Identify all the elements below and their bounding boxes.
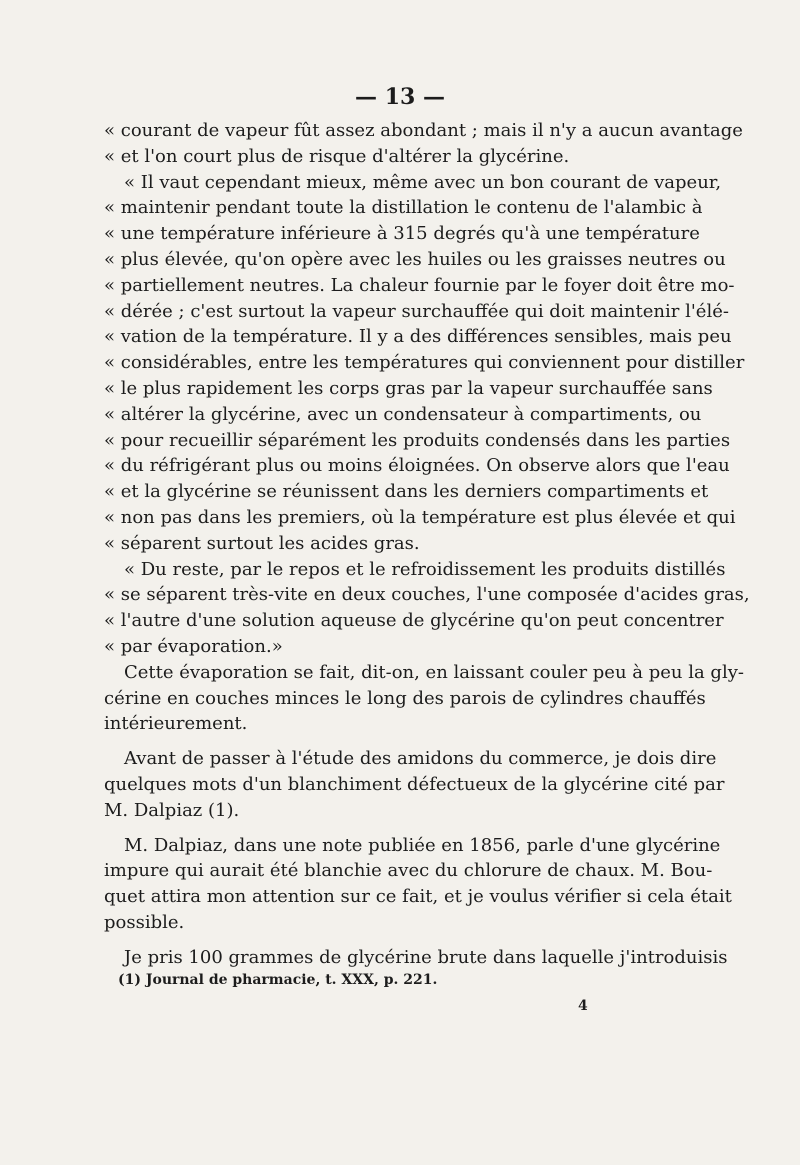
text-line: « le plus rapidement les corps gras par la vapeur surchauffée sans	[104, 377, 713, 399]
page-number: — 13 —	[355, 84, 445, 110]
signature-mark: 4	[578, 998, 588, 1014]
text-line: « Du reste, par le repos et le refroidissement les produits distillés	[124, 558, 726, 580]
text-line: « et la glycérine se réunissent dans les derniers compartiments et	[104, 481, 709, 503]
text-line: intérieurement.	[104, 713, 248, 735]
text-line: impure qui aurait été blanchie avec du chlorure de chaux. M. Bou-	[104, 860, 713, 882]
text-line: « Il vaut cependant mieux, même avec un bon courant de vapeur,	[124, 171, 722, 193]
text-line: « vation de la température. Il y a des différences sensibles, mais peu	[104, 326, 732, 348]
text-line: « par évaporation.»	[104, 635, 283, 657]
text-line: « dérée ; c'est surtout la vapeur surchauffée qui doit maintenir l'élé-	[104, 300, 729, 322]
text-line: quelques mots d'un blanchiment défectueux de la glycérine cité par	[104, 773, 725, 795]
text-line: Cette évaporation se fait, dit-on, en laissant couler peu à peu la gly-	[124, 661, 744, 683]
text-line: M. Dalpiaz, dans une note publiée en 1856, parle d'une glycérine	[124, 834, 721, 856]
text-line: quet attira mon attention sur ce fait, et je voulus vérifier si cela était	[104, 886, 732, 908]
text-line: cérine en couches minces le long des parois de cylindres chauffés	[104, 687, 706, 709]
text-line: « une température inférieure à 315 degrés qu'à une température	[104, 223, 700, 245]
text-line: « altérer la glycérine, avec un condensateur à compartiments, ou	[104, 403, 702, 425]
paragraph-gap	[104, 824, 676, 833]
paragraph-gap	[104, 936, 676, 945]
text-line: possible.	[104, 911, 185, 933]
text-line: « l'autre d'une solution aqueuse de glycérine qu'on peut concentrer	[104, 610, 724, 632]
text-line: « du réfrigérant plus ou moins éloignées. On observe alors que l'eau	[104, 455, 730, 477]
text-line: « séparent surtout les acides gras.	[104, 532, 420, 554]
text-line: M. Dalpiaz (1).	[104, 799, 240, 821]
body-text	[104, 118, 750, 971]
text-line: Je pris 100 grammes de glycérine brute dans laquelle j'introduisis	[124, 946, 728, 968]
paragraph-gap	[104, 737, 676, 746]
text-line: « maintenir pendant toute la distillation le contenu de l'alambic à	[104, 197, 703, 219]
text-line: « non pas dans les premiers, où la température est plus élevée et qui	[104, 506, 736, 528]
text-line: « pour recueillir séparément les produits condensés dans les parties	[104, 429, 731, 451]
footnote: (1) Journal de pharmacie, t. XXX, p. 221.	[118, 972, 438, 988]
text-line: « courant de vapeur fût assez abondant ; mais il n'y a aucun avantage	[104, 120, 743, 141]
text-line: « et l'on court plus de risque d'altérer la glycérine.	[104, 145, 570, 167]
text-line: « se séparent très-vite en deux couches, l'une composée d'acides gras,	[104, 584, 750, 606]
text-line: Avant de passer à l'étude des amidons du commerce, je dois dire	[124, 748, 717, 770]
text-line: « partiellement neutres. La chaleur fournie par le foyer doit être mo-	[104, 274, 735, 296]
text-line: « plus élevée, qu'on opère avec les huiles ou les graisses neutres ou	[104, 248, 726, 270]
text-line: « considérables, entre les températures qui conviennent pour distiller	[104, 352, 745, 374]
